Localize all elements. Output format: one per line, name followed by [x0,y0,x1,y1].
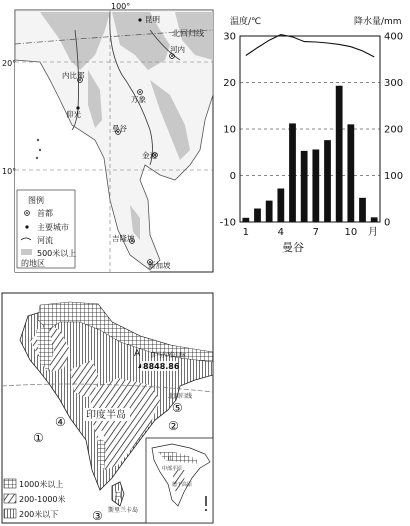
legend-vert-icon [4,509,16,518]
svg-text:曼谷: 曼谷 [112,124,127,133]
svg-text:200-1000米: 200-1000米 [19,495,66,504]
city-kualalumpur [112,233,135,243]
svg-text:内比都: 内比都 [62,71,85,80]
svg-text:1000米以上: 1000米以上 [19,480,64,489]
svg-text:仰光: 仰光 [66,110,81,119]
peninsula-label: 印度半岛 [86,410,126,421]
precip-bar [336,86,343,222]
svg-text:图例: 图例 [28,196,44,205]
chart-title: 曼谷 [282,241,304,254]
y-right-tick: 400 [384,31,404,43]
peak-label: A [134,349,141,359]
svg-text:新加坡: 新加坡 [148,261,171,270]
svg-text:万象: 万象 [131,95,146,104]
legend-grid-icon [4,479,16,488]
mountains-label: 喜马拉雅山脉 [150,352,187,359]
precip-bar [277,189,284,222]
marker-3: ③ [92,509,103,523]
inset-map [146,438,213,523]
y-right-tick: 300 [384,78,404,89]
cape-label: 斯里兰卡岛 [108,507,139,514]
lat-label-10: 10° [2,167,17,176]
y-right-tick: 200 [384,124,404,136]
x-tick: 1 [242,227,250,238]
x-unit: 月 [368,227,378,238]
city-symbol-icon [25,225,28,228]
y-right-tick: 0 [384,217,391,229]
x-tick: 10 [344,227,358,238]
svg-text:主要城市: 主要城市 [37,223,69,232]
map1-legend [17,190,76,268]
x-tick: 7 [312,227,320,238]
precip-bar [371,217,378,222]
highland-symbol-icon [21,249,32,255]
precip-bar [242,218,249,222]
svg-text:昆明: 昆明 [145,15,160,24]
svg-text:中部平原: 中部平原 [162,466,183,472]
chart-axes [240,36,380,222]
city-phnompenh [142,150,157,160]
marker-1: ① [33,431,44,445]
svg-text:200米以下: 200米以下 [19,510,59,519]
y-left-tick: -10 [219,217,236,229]
svg-text:500米以上: 500米以上 [37,249,77,258]
svg-text:河流: 河流 [37,236,53,245]
y-right-label: 降水量/mm [354,17,402,27]
precip-bar [324,140,331,222]
south-asia-map [2,293,213,523]
y-left-tick: 30 [223,31,236,43]
precip-bar [254,209,261,222]
peak-height: 8848.86 [143,362,180,371]
map2-legend [4,479,66,519]
svg-text:山: 山 [168,456,174,462]
marker-5: ⑤ [172,401,183,415]
map2-tropic-label: 北回归线 [168,393,193,400]
svg-text:金边: 金边 [142,151,157,160]
precip-bar [301,151,308,222]
svg-text:首都: 首都 [37,209,53,218]
lat-label-20: 20° [2,59,17,68]
y-left-label: 温度/℃ [230,17,262,27]
climate-chart [220,15,403,254]
precip-bar [289,123,296,222]
svg-text:的地区: 的地区 [21,259,45,268]
precip-bar [266,201,273,222]
y-left-tick: 0 [229,171,236,182]
city-singapore [148,260,171,270]
marker-2: ② [168,419,179,433]
precip-bar [312,149,319,222]
southeast-asia-map [2,2,213,272]
x-tick: 4 [277,227,285,238]
tropic-label: 北回归线 [172,29,204,38]
precip-bar [347,124,354,222]
lon-label: 100° [111,2,131,11]
y-left-tick: 20 [223,78,236,89]
marker-4: ④ [55,415,66,429]
svg-text:河内: 河内 [170,45,185,54]
legend-diag-icon [4,494,16,503]
precip-bar [359,198,366,222]
y-left-tick: 10 [223,124,236,136]
city-bangkok [112,123,127,134]
y-right-tick: 100 [384,171,404,182]
svg-text:吉隆坡: 吉隆坡 [112,234,135,243]
svg-text:德干高原: 德干高原 [172,482,193,488]
